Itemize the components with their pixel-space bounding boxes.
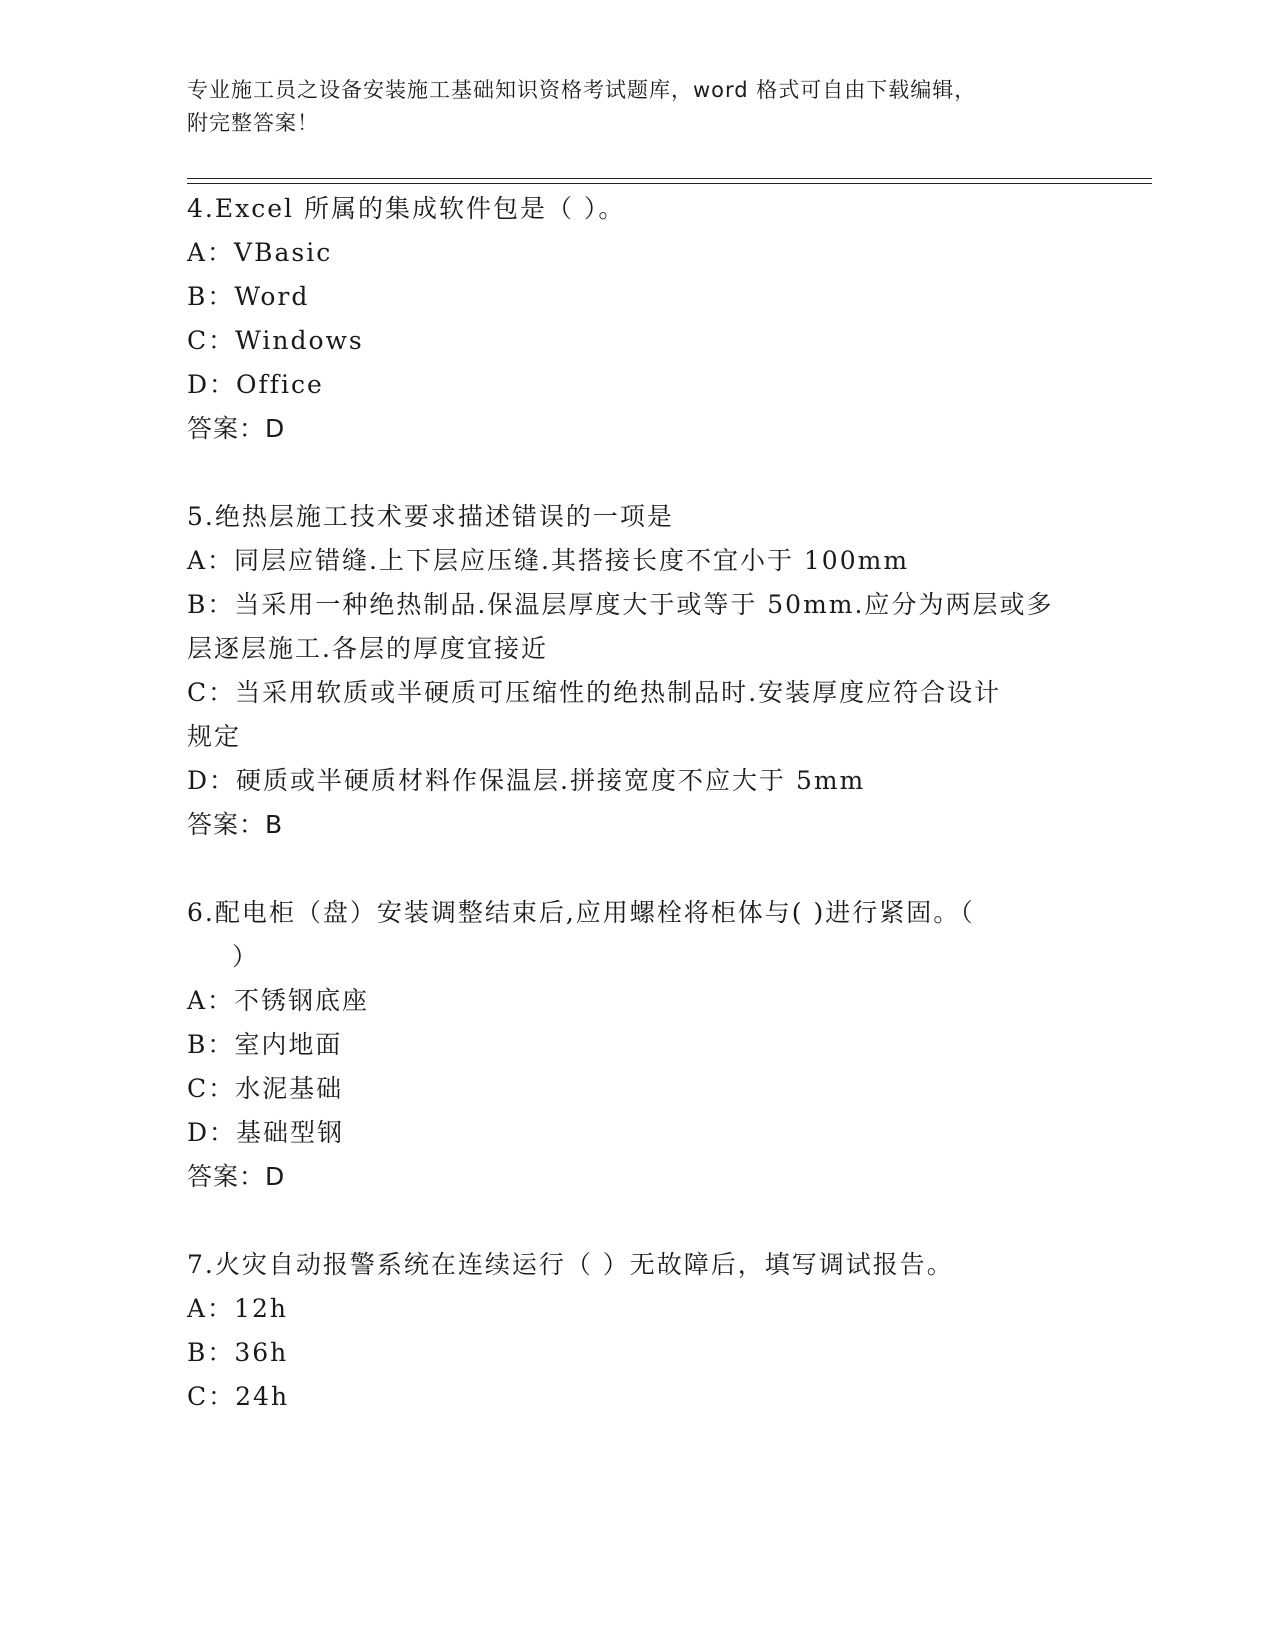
document-header bbox=[187, 74, 1087, 140]
question-6-option-a: A：不锈钢底座 bbox=[187, 986, 370, 1015]
header-line-1: 专业施工员之设备安装施工基础知识资格考试题库，word 格式可自由下载编辑， bbox=[187, 78, 977, 102]
question-6-stem-line-1: 6.配电柜（盘）安装调整结束后,应用螺栓将柜体与( )进行紧固。（ bbox=[187, 898, 975, 927]
question-5-answer: 答案：B bbox=[187, 810, 284, 839]
question-6-option-b: B：室内地面 bbox=[187, 1030, 343, 1059]
question-5-option-c-line-2: 规定 bbox=[187, 722, 242, 751]
question-5-option-c-line-1: C：当采用软质或半硬质可压缩性的绝热制品时.安装厚度应符合设计 bbox=[187, 678, 1002, 707]
question-7-option-c: C：24h bbox=[187, 1382, 290, 1411]
question-7-option-a: A：12h bbox=[187, 1294, 288, 1323]
question-7-stem: 7.火灾自动报警系统在连续运行（ ）无故障后，填写调试报告。 bbox=[187, 1250, 954, 1279]
header-line-2: 附完整答案！ bbox=[187, 111, 319, 135]
question-4-option-d: D：Office bbox=[187, 370, 324, 399]
header-divider-bottom bbox=[187, 183, 1152, 184]
question-5-option-b-line-1: B：当采用一种绝热制品.保温层厚度大于或等于 50mm.应分为两层或多 bbox=[187, 590, 1054, 619]
question-5-option-d: D：硬质或半硬质材料作保温层.拼接宽度不应大于 5mm bbox=[187, 766, 866, 795]
question-6-option-c: C：水泥基础 bbox=[187, 1074, 344, 1103]
question-6-answer: 答案：D bbox=[187, 1162, 286, 1191]
question-5-stem: 5.绝热层施工技术要求描述错误的一项是 bbox=[187, 502, 674, 531]
question-4-option-b: B：Word bbox=[187, 282, 310, 311]
question-6-option-d: D：基础型钢 bbox=[187, 1118, 345, 1147]
question-4-stem: 4.Excel 所属的集成软件包是（ ）。 bbox=[187, 194, 626, 223]
question-5-option-b-line-2: 层逐层施工.各层的厚度宜接近 bbox=[187, 634, 548, 663]
question-4-option-a: A：VBasic bbox=[187, 238, 333, 267]
question-6-stem-line-2: ） bbox=[232, 942, 260, 971]
question-5-option-a: A：同层应错缝.上下层应压缝.其搭接长度不宜小于 100mm bbox=[187, 546, 910, 575]
question-4-option-c: C：Windows bbox=[187, 326, 364, 355]
header-divider-top bbox=[187, 178, 1152, 179]
question-4-answer: 答案：D bbox=[187, 414, 286, 443]
question-7-option-b: B：36h bbox=[187, 1338, 289, 1367]
